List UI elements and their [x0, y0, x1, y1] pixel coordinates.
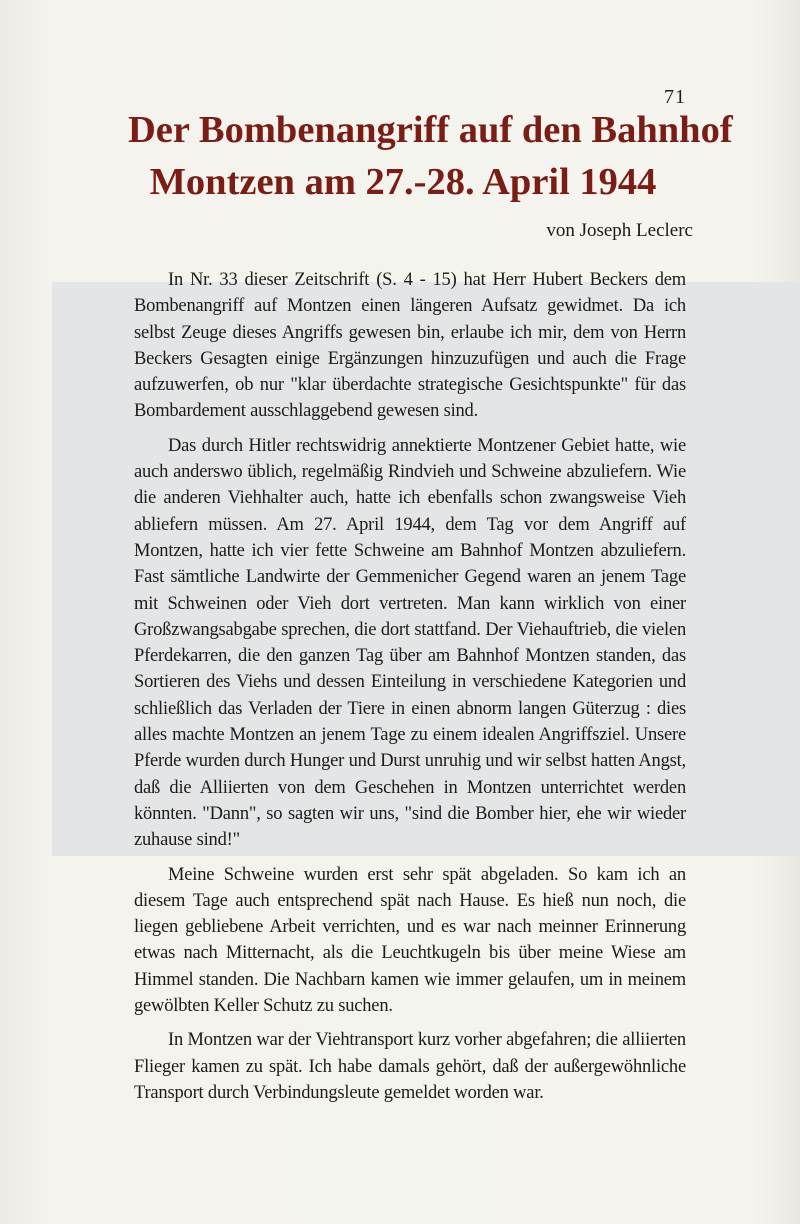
article-title: [128, 104, 733, 208]
paragraph-1: In Nr. 33 dieser Zeitschrift (S. 4 - 15) hat Herr Hubert Beckers dem Bombenangriff auf Montzen einen längeren Aufsatz gewidmet. Da ich selbst Zeuge dieses Angriffs gewesen bin, erlaube ich mir, dem von Herrn Beckers Gesagten einige Ergänzungen hinzuzufügen und auch die Frage aufzuwerfen, ob nur "klar überdachte strategische Gesichtspunkte" für das Bombardement ausschlaggebend gewesen sind.: [134, 270, 686, 422]
title-line-2: Montzen am 27.-28. April 1944: [149, 161, 657, 203]
paragraph-3: Meine Schweine wurden erst sehr spät abgeladen. So kam ich an diesem Tage auch entsprechend spät nach Hause. Es hieß nun noch, die liegen gebliebene Arbeit verrichten, und es war nach meinner Erinnerung etwas nach Mitternacht, als die Leuchtkugeln bis über meine Wiese am Himmel standen. Die Nachbarn kamen wie immer gelaufen, um in meinem gewölbten Keller Schutz zu suchen.: [134, 864, 686, 1017]
paragraph-4: In Montzen war der Viehtransport kurz vorher abgefahren; die alliierten Flieger kamen zu spät. Ich habe damals gehört, daß der außergewöhnliche Transport durch Verbindungsleute gemeldet worden war.: [134, 1030, 686, 1103]
title-line-1: Der Bombenangriff auf den Bahnhof: [128, 109, 733, 151]
page-number: 71: [664, 86, 686, 108]
paragraph-2: Das durch Hitler rechtswidrig annektierte Montzener Gebiet hatte, wie auch anderswo üblich, regelmäßig Rindvieh und Schweine abzuliefern. Wie die anderen Viehhalter auch, hatte ich ebenfalls schon zwangsweise Vieh abliefern müssen. Am 27. April 1944, dem Tag vor dem Angriff auf Montzen, hatte ich vier fette Schweine am Bahnhof Montzen abzuliefern. Fast sämtliche Landwirte der Gemmenicher Gegend waren an jenem Tage mit Schweinen oder Vieh dort vertreten. Man kann wirklich von einer Großzwangsabgabe sprechen, die dort stattfand. Der Viehauftrieb, die vielen Pferdekarren, die den ganzen Tag über am Bahnhof Montzen standen, das Sortieren des Viehs und dessen Einteilung in verschiedene Kategorien und schließlich das Verladen der Tiere in einen abnorm langen Güterzug : dies alles machte Montzen an jenem Tage zu einem idealen Angriffsziel. Unsere Pferde wurden durch Hunger und Durst unruhig und wir selbst hatten Angst, daß die Alliierten von dem Geschehen in Montzen unterrichtet werden könnten. "Dann", so sagten wir uns, "sind die Bomber hier, ehe wir wieder zuhause sind!": [134, 435, 686, 851]
author-byline: von Joseph Leclerc: [546, 220, 693, 241]
article-body: [134, 267, 686, 1114]
